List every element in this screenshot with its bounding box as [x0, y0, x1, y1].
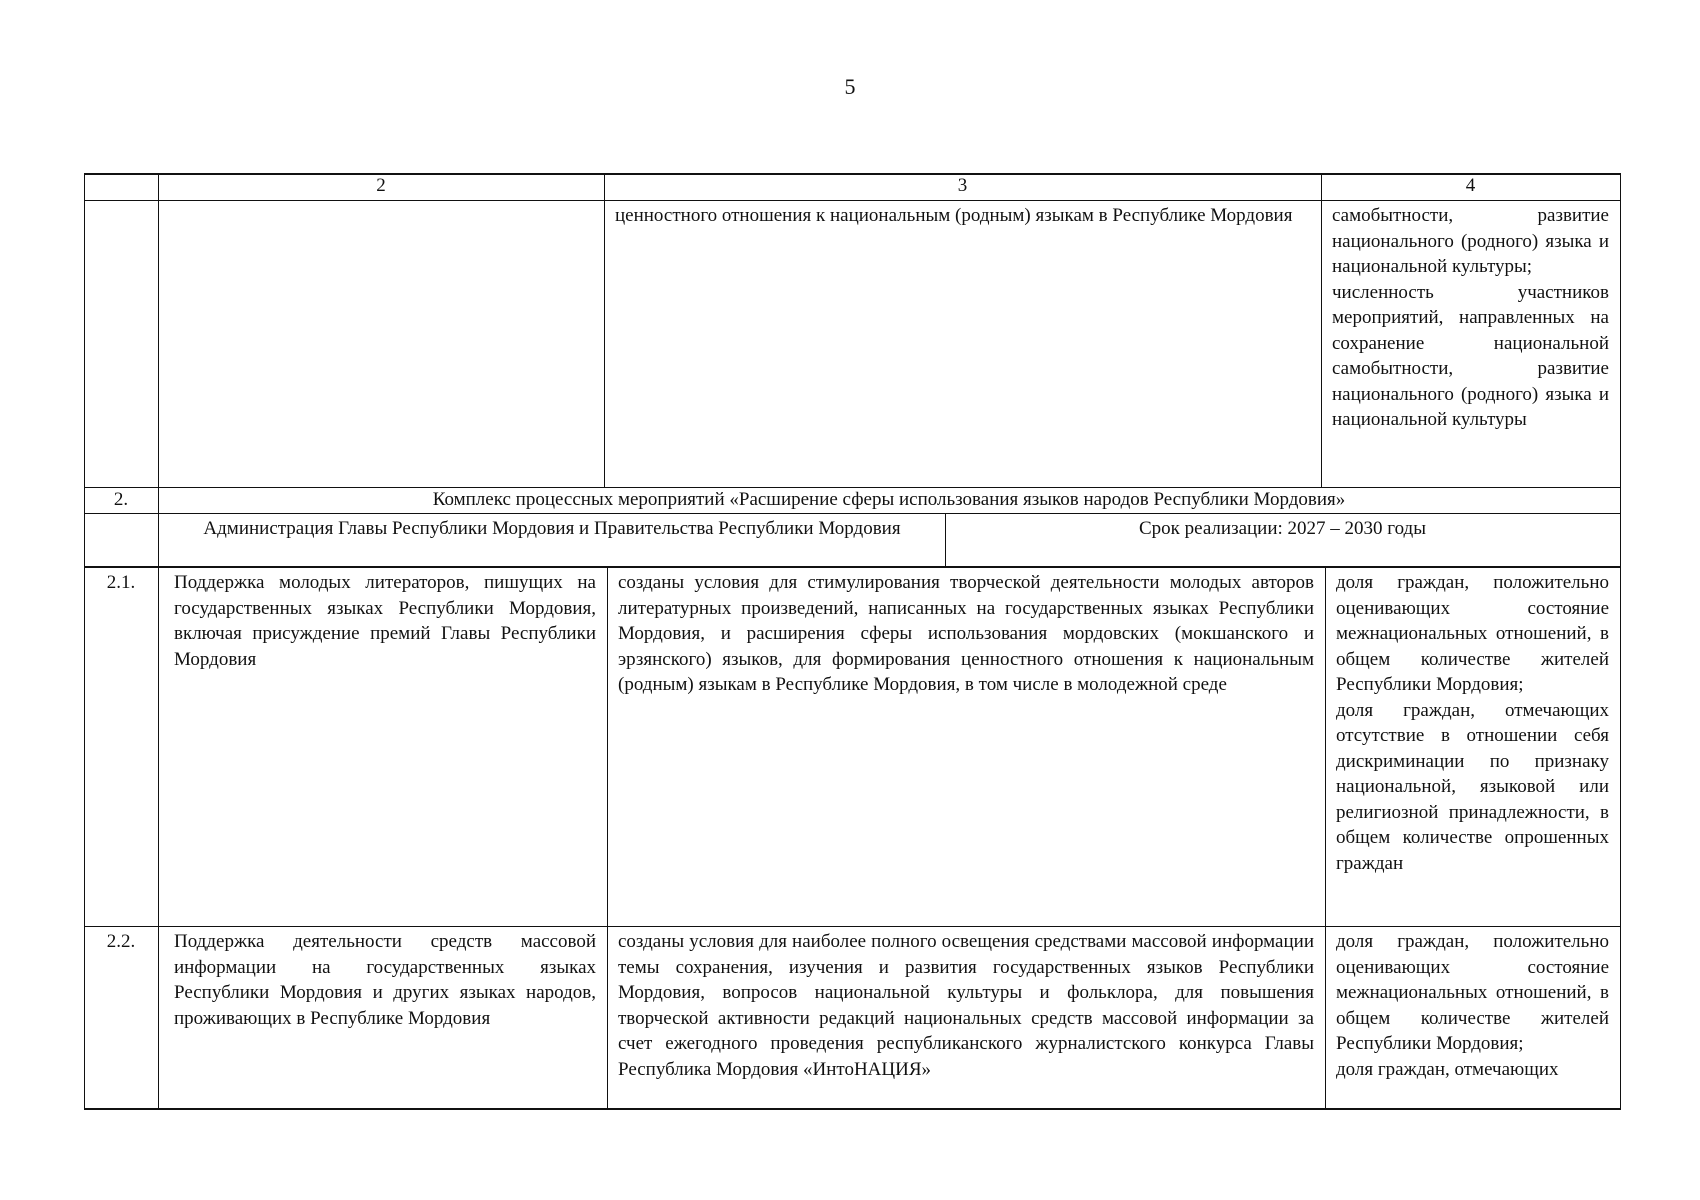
continuation-indicators-cell	[1322, 201, 1620, 487]
indicator-text: доля граждан, отмечающих	[1336, 1058, 1559, 1080]
column-header-2: 2	[376, 175, 386, 196]
table-border	[1620, 173, 1621, 1110]
indicator-text: доля граждан, положительно оценивающих состояние межнациональных отношений, в общем количестве жителей Республики Мордовия;	[1336, 572, 1609, 695]
indicator-text: численность участников мероприятий, направленных на сохранение национальной самобытности, развитие национального (родного) языка и национальной культуры	[1332, 281, 1609, 430]
table-row-task: Поддержка молодых литераторов, пишущих на государственных языках Республики Мордовия, включая присуждение премий Главы Республики Мордовия	[174, 572, 596, 670]
indicator-text: доля граждан, отмечающих отсутствие в отношении себя дискриминации по признаку национальной, языковой или религиозной принадлежности, в общем количестве опрошенных граждан	[1336, 699, 1609, 874]
section-number: 2.	[113, 489, 129, 510]
section-title: Комплекс процессных мероприятий «Расширение сферы использования языков народов Республики Мордовия»	[432, 489, 1346, 510]
column-header-4: 4	[1465, 175, 1476, 196]
section-responsible: Администрация Главы Республики Мордовия и Правительства Республики Мордовия	[203, 518, 901, 539]
continuation-effect-cell: ценностного отношения к национальным (родным) языкам в Республике Мордовия	[615, 205, 1293, 226]
page-number: 5	[844, 74, 856, 99]
table-row-effect: созданы условия для стимулирования творческой деятельности молодых авторов литературных произведений, написанных на государственных языках Республики Мордовия, и расширения сферы использования мордовских (мокшанского и эрзянского) языков, для формирования ценностного отношения к национальным (родным) языкам в Республике Мордовия, в том числе в молодежной среде	[618, 572, 1314, 695]
table-border	[84, 1108, 1621, 1110]
section-period: Срок реализации: 2027 – 2030 годы	[1139, 518, 1426, 539]
indicator-text: самобытности, развитие национального (родного) языка и национальной культуры;	[1332, 205, 1609, 277]
indicator-text: доля граждан, положительно оценивающих состояние межнациональных отношений, в общем количестве жителей Республики Мордовия;	[1336, 931, 1609, 1054]
table-row-indicators	[1326, 568, 1620, 926]
table-row-effect: созданы условия для наиболее полного освещения средствами массовой информации темы сохранения, изучения и развития государственных языков Республики Мордовия, вопросов национальной культуры и фольклора, для повышения творческой активности редакций национальных средств массовой информации за счет ежегодного проведения республиканского журналистского конкурса Главы Республика Мордовия «ИнтоНАЦИЯ»	[618, 931, 1314, 1080]
column-header-3: 3	[957, 175, 968, 196]
table-row-number: 2.1.	[106, 572, 136, 593]
table-row-indicators	[1326, 927, 1620, 1108]
table-row-number: 2.2.	[106, 931, 136, 952]
table-row-task: Поддержка деятельности средств массовой информации на государственных языках Республики Мордовия и других языках народов, проживающих в Республике Мордовия	[174, 931, 596, 1029]
